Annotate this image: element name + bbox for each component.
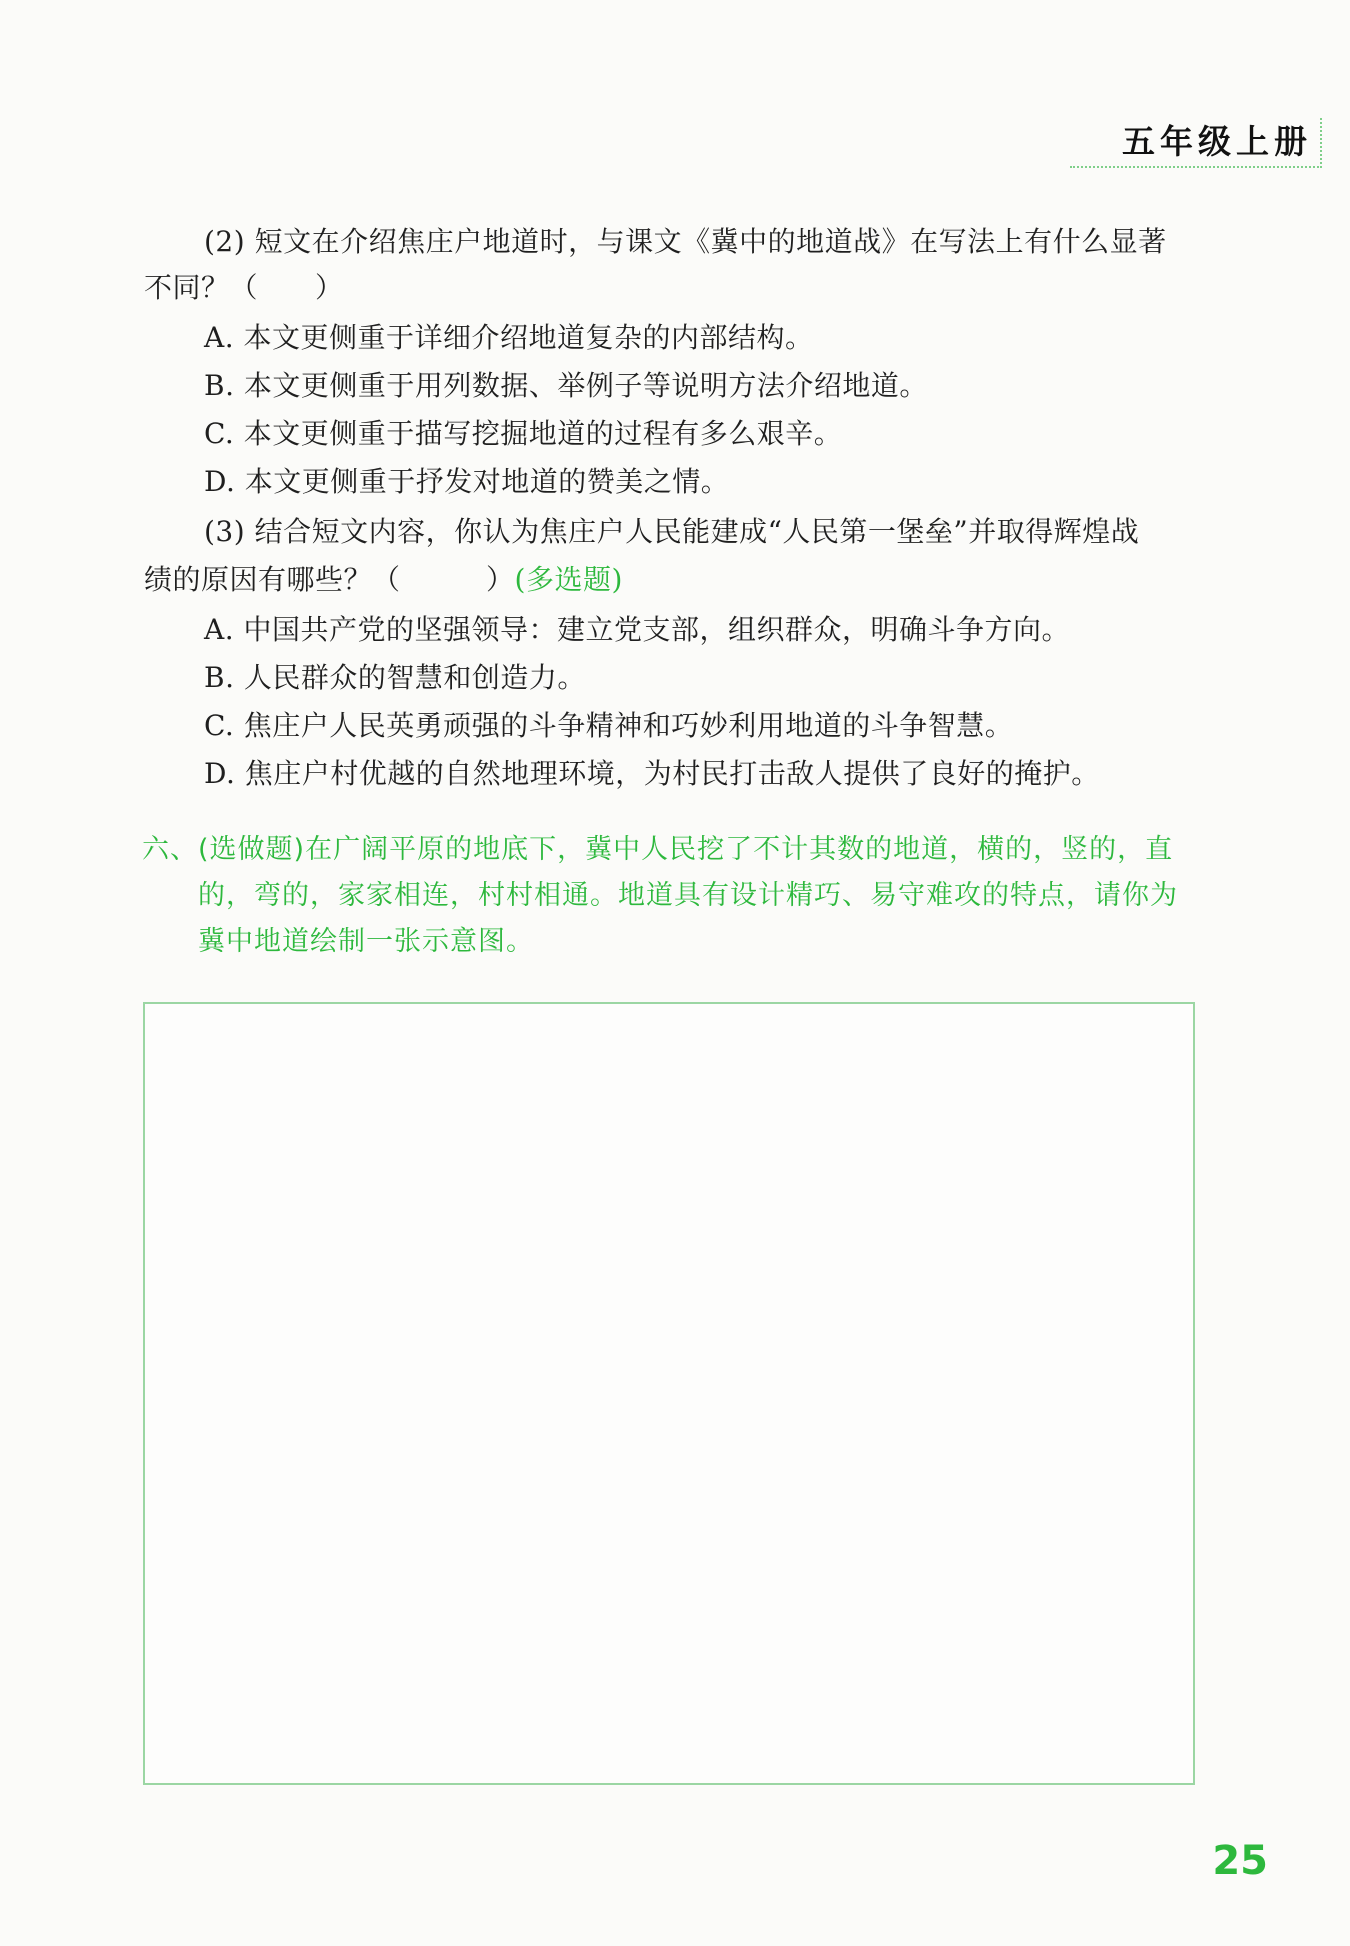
q3-stem-line1: (3) 结合短文内容，你认为焦庄户人民能建成“人民第一堡垒”并取得辉煌战 xyxy=(204,515,1140,548)
q3-option-d: D. 焦庄户村优越的自然地理环境，为村民打击敌人提供了良好的掩护。 xyxy=(204,757,1100,790)
section6-line3: 冀中地道绘制一张示意图。 xyxy=(198,926,534,957)
q2-option-b: B. 本文更侧重于用列数据、举例子等说明方法介绍地道。 xyxy=(204,369,928,402)
q3-option-a: A. 中国共产党的坚强领导：建立党支部，组织群众，明确斗争方向。 xyxy=(204,613,1071,646)
q2-option-c: C. 本文更侧重于描写挖掘地道的过程有多么艰辛。 xyxy=(204,417,843,450)
q2-option-a: A. 本文更侧重于详细介绍地道复杂的内部结构。 xyxy=(204,321,814,354)
q2-stem-line1: (2) 短文在介绍焦庄户地道时，与课文《冀中的地道战》在写法上有什么显著 xyxy=(204,225,1167,258)
q2-option-d: D. 本文更侧重于抒发对地道的赞美之情。 xyxy=(204,465,730,498)
grade-label: 五年级上册 xyxy=(1122,122,1312,161)
page-number: 25 xyxy=(1212,1838,1268,1884)
section6-line2: 的，弯的，家家相连，村村相通。地道具有设计精巧、易守难攻的特点，请你为 xyxy=(198,880,1178,911)
multi-choice-note: (多选题) xyxy=(514,563,623,596)
q2-stem-line2: 不同？（ ） xyxy=(144,271,344,304)
q3-stem-text: 绩的原因有哪些？（ ） xyxy=(144,563,515,596)
q3-option-b: B. 人民群众的智慧和创造力。 xyxy=(204,661,586,694)
section6-line1: 六、(选做题)在广阔平原的地底下，冀中人民挖了不计其数的地道，横的，竖的，直 xyxy=(142,834,1174,865)
q3-option-c: C. 焦庄户人民英勇顽强的斗争精神和巧妙利用地道的斗争智慧。 xyxy=(204,709,1014,742)
q3-stem-line2 xyxy=(144,560,623,600)
drawing-area[interactable] xyxy=(143,1002,1195,1785)
